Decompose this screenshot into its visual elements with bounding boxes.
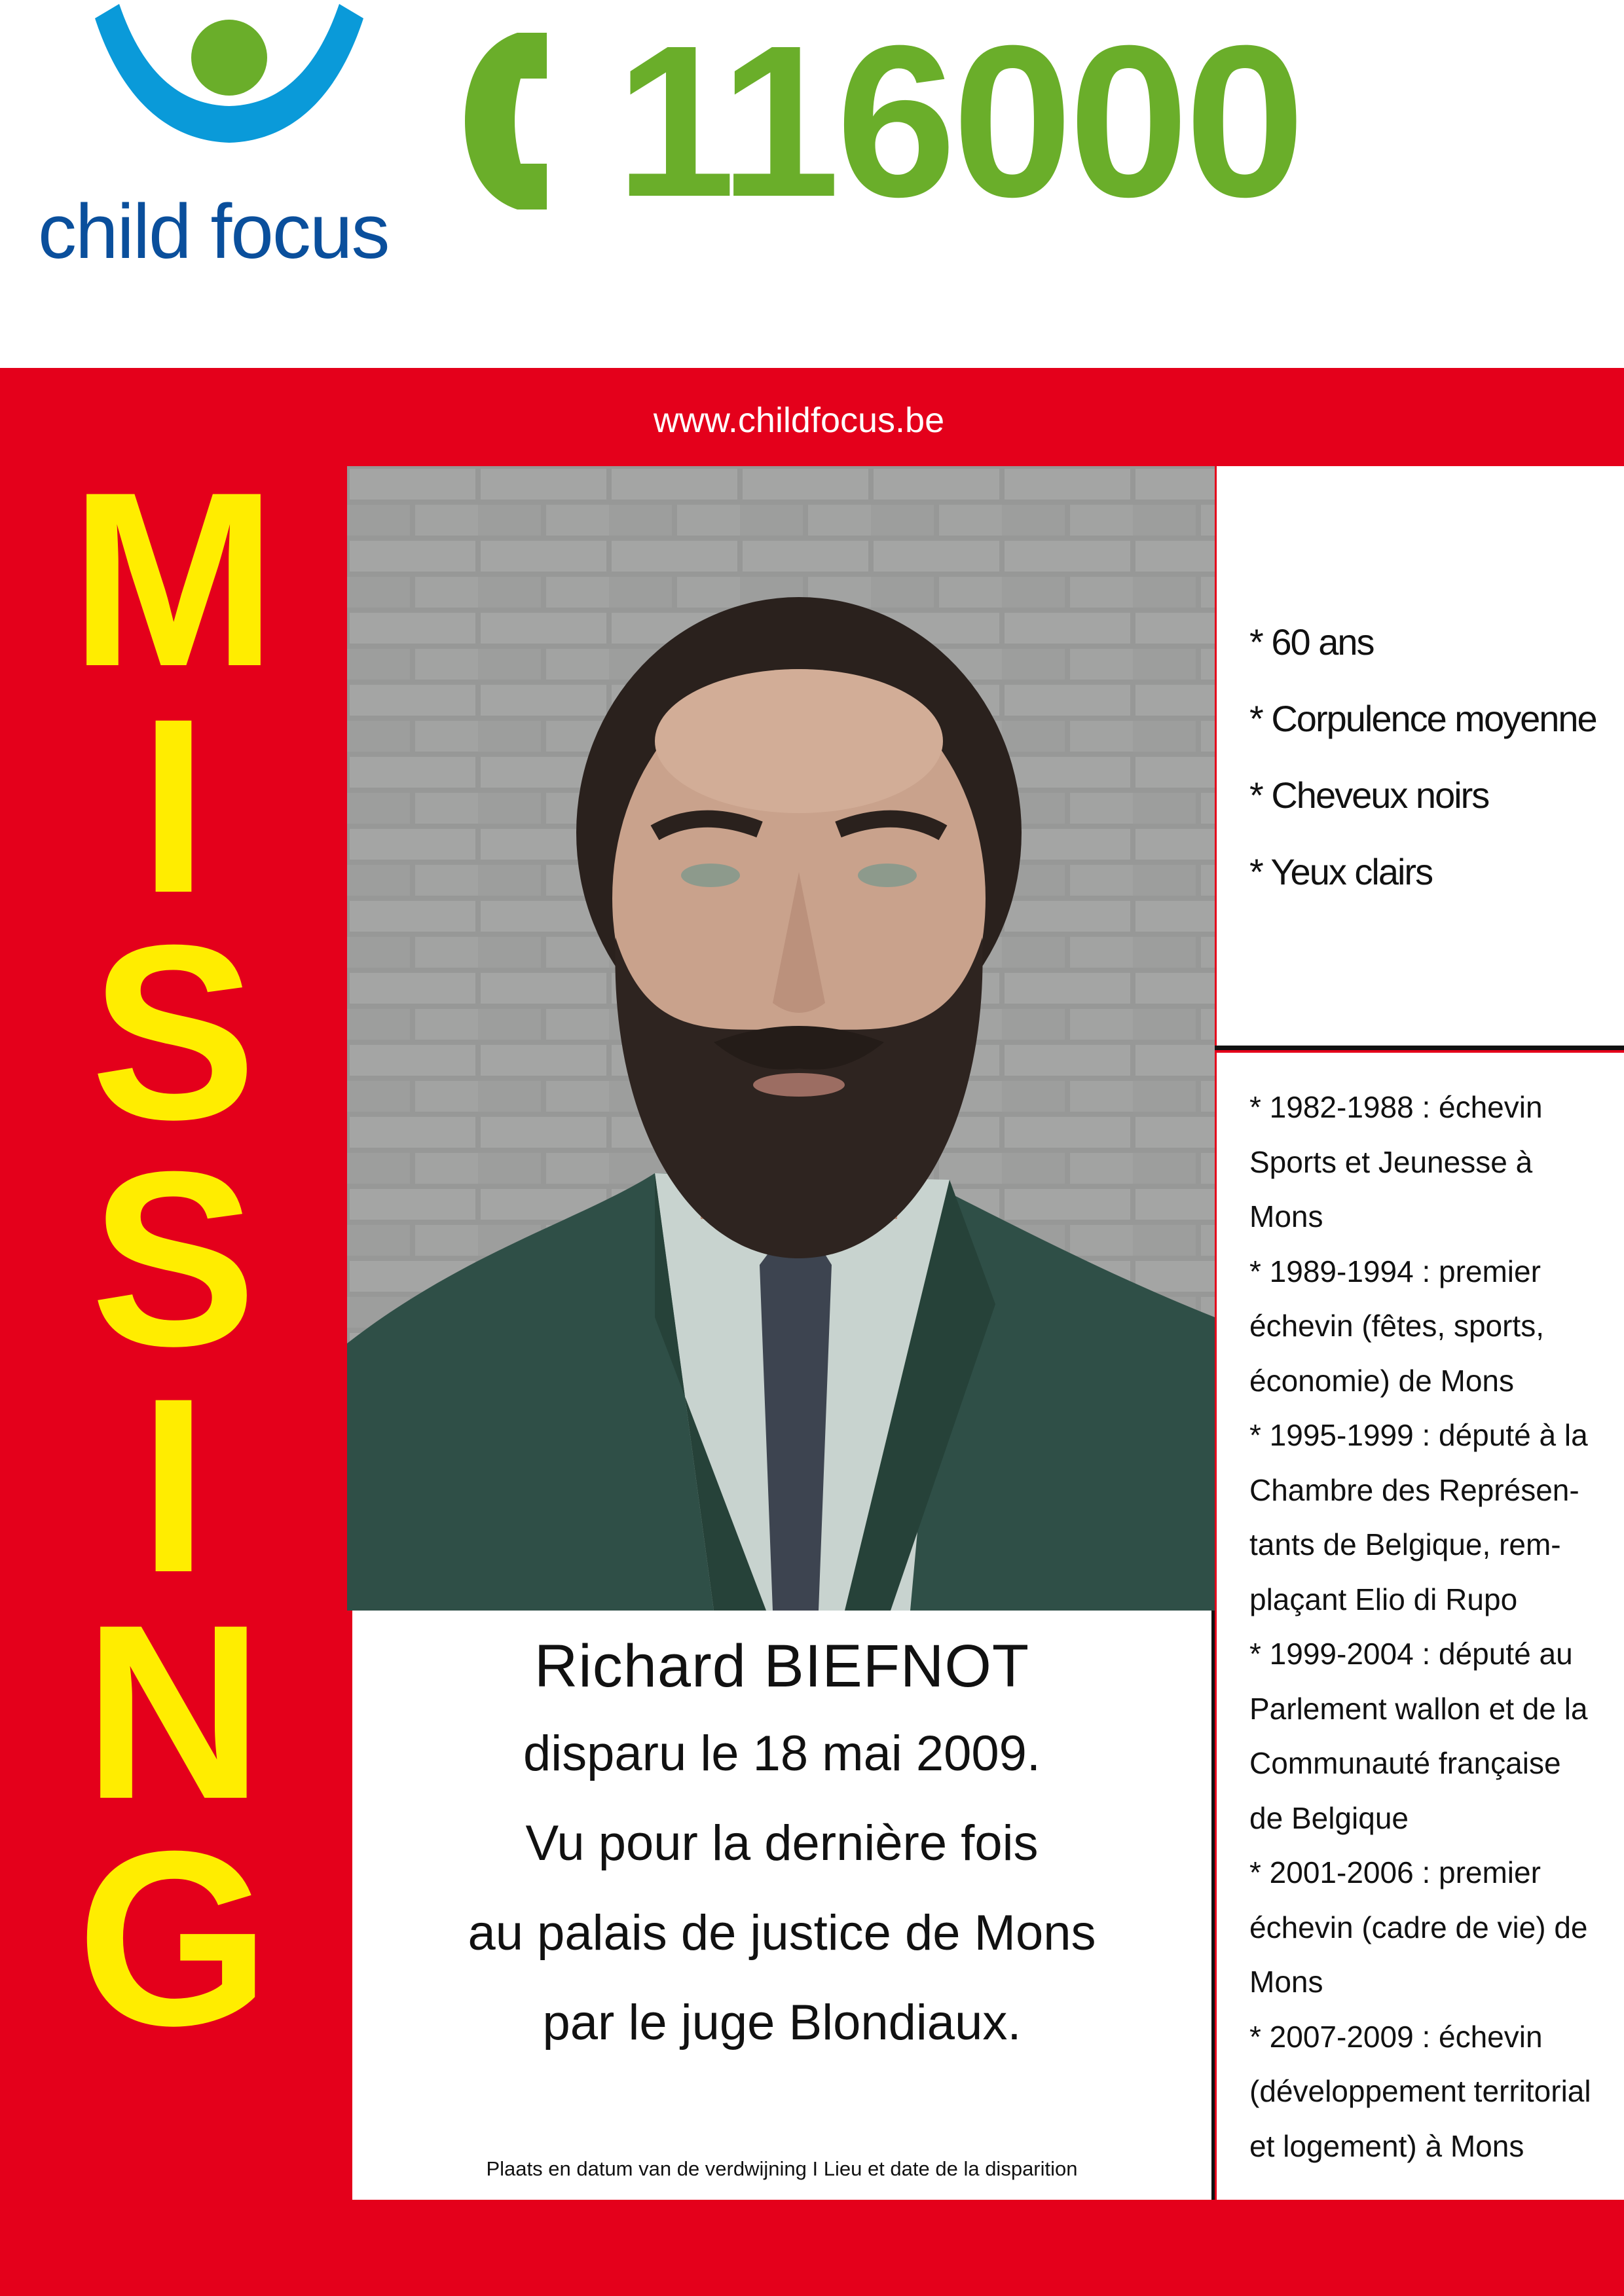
bio-line: * 2007-2009 : échevin (1249, 2019, 1543, 2054)
missing-letter: S (90, 1120, 257, 1398)
missing-word (0, 440, 347, 2077)
bio-line: tants de Belgique, rem- (1249, 1527, 1561, 1561)
caption-divider (1211, 1611, 1215, 2200)
trait-item: * Yeux clairs (1249, 851, 1433, 892)
caption-line: au palais de justice de Mons (468, 1905, 1096, 1961)
hotline-number: 116000 (616, 0, 1301, 242)
person-name: Richard BIEFNOT (534, 1633, 1030, 1700)
place-date-label: Plaats en datum van de verdwijning I Lieu et date de la disparition (486, 2157, 1078, 2180)
panel-divider (1215, 1046, 1624, 1050)
missing-letter: I (139, 1346, 208, 1624)
bio-line: de Belgique (1249, 1800, 1409, 1835)
missing-letter: S (90, 893, 257, 1171)
bio-line: échevin (fêtes, sports, (1249, 1309, 1544, 1343)
bio-line: Parlement wallon et de la (1249, 1691, 1588, 1726)
biography-list (1249, 1080, 1616, 2174)
bio-line: * 2001-2006 : premier (1249, 1855, 1541, 1889)
missing-letter: I (139, 666, 208, 945)
bio-line: Sports et Jeunesse à (1249, 1144, 1533, 1179)
bio-line: Mons (1249, 1965, 1323, 1999)
missing-letter: N (83, 1573, 264, 1851)
logo-text: child focus (38, 189, 389, 275)
bio-line: économie) de Mons (1249, 1363, 1514, 1398)
caption-line: par le juge Blondiaux. (542, 1995, 1022, 2050)
bio-line: et logement) à Mons (1249, 2128, 1524, 2163)
bio-line: Mons (1249, 1199, 1323, 1233)
bio-line: plaçant Elio di Rupo (1249, 1582, 1518, 1616)
bio-line: Chambre des Représen- (1249, 1472, 1579, 1507)
caption-line: disparu le 18 mai 2009. (523, 1726, 1041, 1781)
trait-item: * Cheveux noirs (1249, 774, 1489, 816)
missing-letter: M (69, 440, 278, 718)
bio-line: échevin (cadre de vie) de (1249, 1910, 1588, 1944)
caption-text (352, 1624, 1211, 2068)
caption-line: Vu pour la dernière fois (525, 1815, 1039, 1871)
person-photo (347, 466, 1215, 1611)
trait-item: * Corpulence moyenne (1249, 698, 1596, 739)
bio-line: * 1995-1999 : député à la (1249, 1418, 1588, 1452)
bio-line: (développement territorial (1249, 2074, 1591, 2108)
bio-line: * 1999-2004 : député au (1249, 1637, 1573, 1671)
phone-icon (455, 26, 553, 216)
bio-line: Communauté française (1249, 1746, 1561, 1780)
missing-letter: G (77, 1799, 270, 2077)
trait-item: * 60 ans (1249, 621, 1374, 663)
website-link[interactable]: www.childfocus.be (653, 401, 945, 440)
traits-list (1249, 604, 1624, 910)
bio-line: * 1989-1994 : premier (1249, 1254, 1541, 1288)
bio-line: * 1982-1988 : échevin (1249, 1090, 1543, 1124)
